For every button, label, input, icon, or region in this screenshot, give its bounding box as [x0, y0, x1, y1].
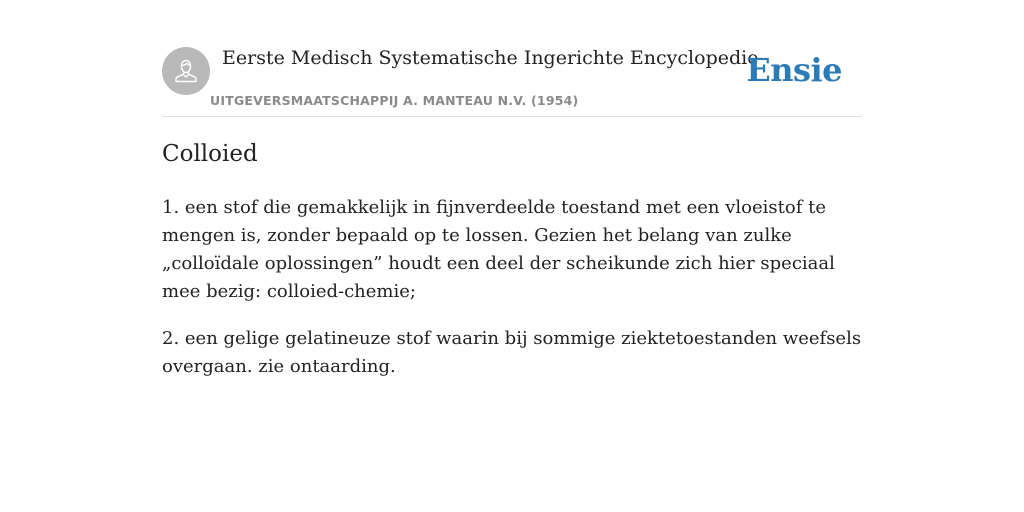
source-header	[162, 46, 862, 117]
publisher-label: UITGEVERSMAATSCHAPPIJ A. MANTEAU N.V. (1954)	[210, 93, 579, 108]
article-title: Colloied	[162, 141, 258, 167]
definition-item: 2. een gelige gelatineuze stof waarin bij sommige ziektetoestanden weefsels overgaan. zie ontaarding.	[162, 328, 862, 377]
source-avatar[interactable]	[162, 47, 210, 95]
ensie-logo[interactable]: Ensie	[746, 51, 842, 89]
definition-item: 1. een stof die gemakkelijk in fijnverdeelde toestand met een vloeistof te mengen is, zonder bepaald op te lossen. Gezien het belang van zulke „colloïdale oplossingen” houdt een deel der scheikunde zich hier speciaal mee bezig: colloied-chemie;	[162, 197, 835, 302]
source-title[interactable]: Eerste Medisch Systematische Ingerichte Encyclopedie	[222, 47, 759, 69]
article-content	[162, 138, 867, 381]
user-silhouette-icon	[172, 57, 200, 85]
